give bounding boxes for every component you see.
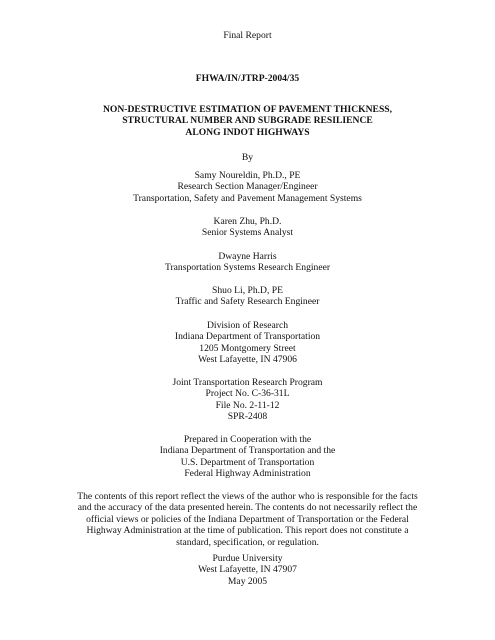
division-line: Division of Research [207, 320, 288, 331]
division-line: West Lafayette, IN 47906 [198, 354, 297, 366]
author-role: Transportation, Safety and Pavement Management Systems [133, 192, 362, 204]
publisher-line: Purdue University [212, 553, 283, 564]
author-3 [20, 251, 475, 274]
author-4 [20, 285, 475, 308]
author-name: Dwayne Harris [218, 251, 277, 262]
disclaimer-line: Highway Administration at the time of publication. This report does not constitute a [86, 525, 409, 537]
cooperation-line: Federal Highway Administration [184, 468, 311, 480]
author-name: Shuo Li, Ph.D, PE [212, 285, 283, 296]
disclaimer-line: and the accuracy of the data presented herein. The contents do not necessarily reflect the [77, 502, 418, 514]
division-line: Indiana Department of Transportation [174, 331, 321, 343]
by-label: By [241, 152, 254, 163]
program-block [20, 377, 475, 423]
program-line: File No. 2-11-12 [215, 399, 280, 411]
author-name: Karen Zhu, Ph.D. [213, 216, 282, 227]
publisher-line: West Lafayette, IN 47907 [198, 564, 297, 576]
report-type: Final Report [223, 30, 272, 41]
report-title [20, 104, 475, 138]
publication-date: May 2005 [227, 575, 268, 587]
publisher-block [20, 553, 475, 587]
cooperation-block [20, 434, 475, 480]
cooperation-line: U.S. Department of Transportation [180, 456, 315, 468]
disclaimer-line: The contents of this report reflect the views of the author who is responsible for the facts [77, 491, 418, 502]
author-role: Transportation Systems Research Engineer [164, 262, 331, 274]
cooperation-line: Indiana Department of Transportation and the [159, 445, 336, 457]
author-role: Traffic and Safety Research Engineer [175, 296, 320, 308]
author-role: Senior Systems Analyst [201, 227, 294, 239]
disclaimer-line: standard, specification, or regulation. [176, 536, 319, 548]
author-role: Research Section Manager/Engineer [177, 181, 318, 193]
program-line: SPR-2408 [227, 411, 268, 423]
title-line-1: NON-DESTRUCTIVE ESTIMATION OF PAVEMENT THICKNESS, [102, 104, 393, 115]
division-block [20, 320, 475, 366]
cooperation-line: Prepared in Cooperation with the [183, 434, 312, 445]
report-number: FHWA/IN/JTRP-2004/35 [195, 73, 300, 84]
author-name: Samy Noureldin, Ph.D., PE [194, 170, 301, 181]
title-line-3: ALONG INDOT HIGHWAYS [185, 126, 310, 138]
author-2 [20, 216, 475, 239]
program-line: Project No. C-36-31L [205, 388, 290, 400]
author-1 [20, 170, 475, 204]
program-line: Joint Transportation Research Program [172, 377, 323, 388]
disclaimer-block [20, 491, 475, 548]
division-line: 1205 Montgomery Street [199, 342, 296, 354]
disclaimer-line: official views or policies of the Indiana Department of Transportation or the Federal [86, 513, 409, 525]
title-line-2: STRUCTURAL NUMBER AND SUBGRADE RESILIENCE [122, 115, 373, 127]
